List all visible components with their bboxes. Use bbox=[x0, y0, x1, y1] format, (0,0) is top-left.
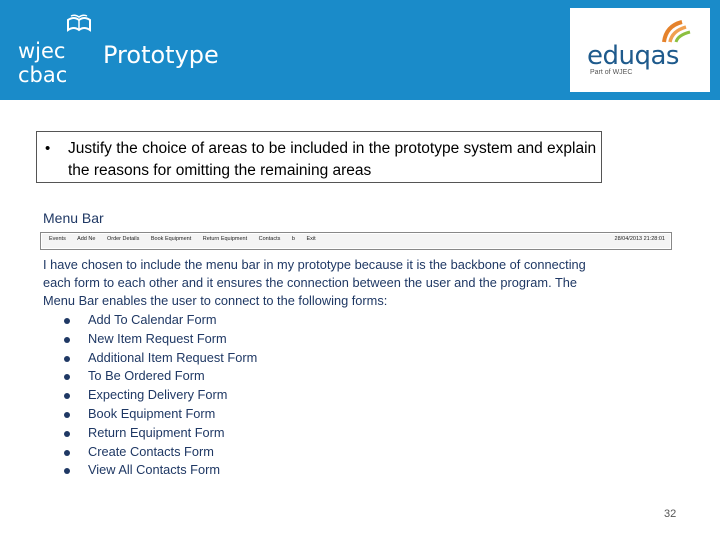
menubar-item-b: b bbox=[291, 236, 295, 242]
menubar-datetime: 28/04/2013 21:28:01 bbox=[614, 236, 665, 242]
menubar-item-events: Events bbox=[49, 236, 66, 242]
eduqas-wordmark: eduqas bbox=[587, 41, 679, 71]
menubar-item-add: Add Ne bbox=[77, 236, 96, 242]
slide-title: Prototype bbox=[103, 41, 219, 69]
logo-text-cbac: cbac bbox=[18, 63, 68, 87]
menubar-item-exit: Exit bbox=[306, 236, 316, 242]
menubar-items bbox=[49, 236, 326, 242]
bullet-marker: • bbox=[45, 140, 51, 157]
list-item: View All Contacts Form bbox=[64, 461, 257, 480]
menu-bar-heading: Menu Bar bbox=[43, 210, 104, 226]
menubar-item-return-equipment: Return Equipment bbox=[202, 236, 248, 242]
question-box bbox=[36, 131, 602, 183]
list-item: To Be Ordered Form bbox=[64, 367, 257, 386]
list-item: Return Equipment Form bbox=[64, 424, 257, 443]
list-item: Book Equipment Form bbox=[64, 405, 257, 424]
open-book-icon bbox=[66, 14, 92, 36]
menubar-item-order-details: Order Details bbox=[106, 236, 140, 242]
menubar-item-book-equipment: Book Equipment bbox=[150, 236, 192, 242]
menubar-item-contacts: Contacts bbox=[258, 236, 281, 242]
page-number: 32 bbox=[664, 508, 677, 520]
list-item: New Item Request Form bbox=[64, 330, 257, 349]
eduqas-logo bbox=[570, 8, 710, 92]
menubar-screenshot bbox=[40, 232, 672, 250]
forms-list bbox=[64, 311, 257, 480]
list-item: Add To Calendar Form bbox=[64, 311, 257, 330]
logo-text-wjec: wjec bbox=[18, 39, 66, 63]
list-item: Additional Item Request Form bbox=[64, 349, 257, 368]
slide-header bbox=[0, 0, 720, 100]
list-item: Expecting Delivery Form bbox=[64, 386, 257, 405]
eduqas-tagline: Part of WJEC bbox=[590, 69, 633, 76]
wjec-cbac-logo bbox=[18, 12, 98, 88]
list-item: Create Contacts Form bbox=[64, 443, 257, 462]
explanation-paragraph: I have chosen to include the menu bar in my prototype because it is the backbone of connecting each form to each other and it ensures the connection between the user and the program. The Menu Bar enables the user to connect to the following forms: bbox=[43, 257, 586, 308]
question-text: Justify the choice of areas to be included in the prototype system and explain the reasons for omitting the remaining areas bbox=[68, 140, 597, 179]
